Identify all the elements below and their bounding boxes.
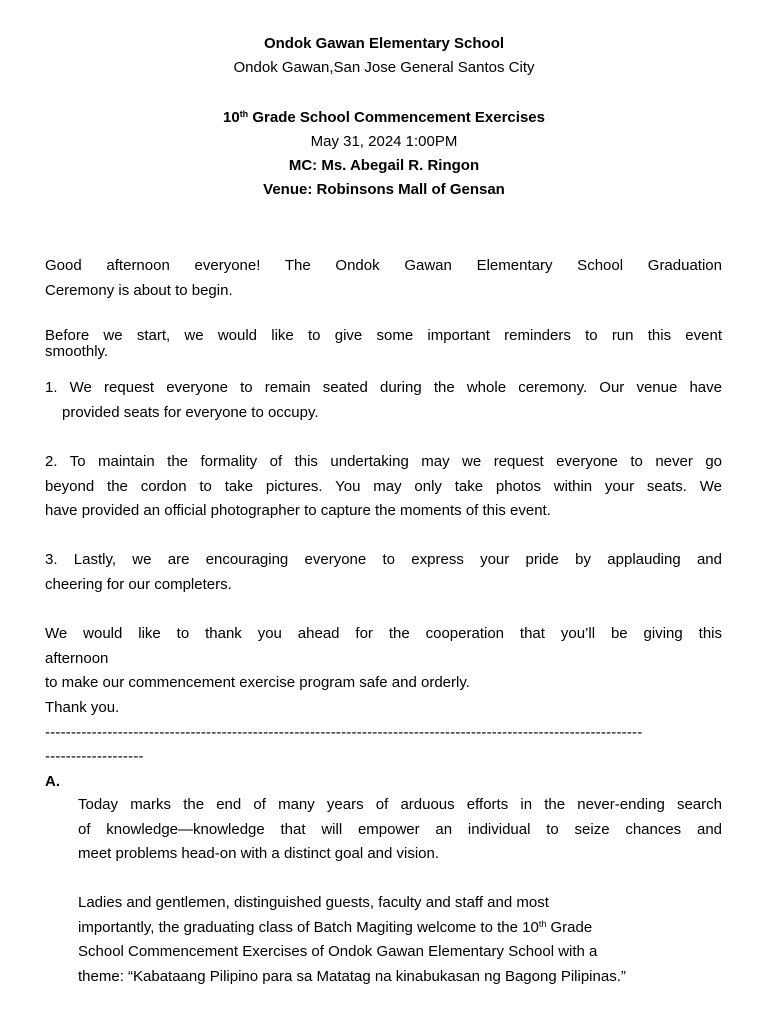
text-line: have provided an official photographer to capture the moments of this event.	[45, 502, 551, 519]
text-line: School Commencement Exercises of Ondok Gawan Elementary School with a	[78, 943, 598, 960]
reminders-intro-paragraph	[45, 328, 722, 360]
event-mc: MC: Ms. Abegail R. Ringon	[288, 157, 480, 174]
section-a-paragraph-1	[78, 793, 722, 867]
text-line: meet problems head-on with a distinct goal and vision.	[78, 845, 440, 862]
reminder-item-1	[45, 376, 722, 425]
text-line: 2. To maintain the formality of this undertaking may we request everyone to never go	[45, 453, 722, 470]
text-line	[78, 916, 722, 941]
text-line: afternoon	[45, 649, 109, 667]
text-line: Good afternoon everyone! The Ondok Gawan Elementary School Graduation	[45, 257, 722, 274]
section-a-paragraph-2	[78, 891, 722, 989]
text-line: 1. We request everyone to remain seated during the whole ceremony. Our venue have	[45, 379, 722, 396]
reminder-item-2	[45, 450, 722, 524]
section-a-label: A.	[45, 773, 60, 790]
text-line: theme: “Kabataang Pilipino para sa Matatag na kinabukasan ng Bagong Pilipinas.”	[78, 967, 626, 985]
text-run: Grade	[546, 918, 593, 936]
text-run: importantly, the graduating class of Batch Magiting welcome to the 10	[78, 918, 539, 936]
school-name: Ondok Gawan Elementary School	[263, 35, 505, 52]
text-line: of knowledge—knowledge that will empower an individual to seize chances and	[78, 820, 722, 838]
grade-superscript: th	[239, 109, 249, 119]
text-line: 3. Lastly, we are encouraging everyone to express your pride by applauding and	[45, 551, 722, 568]
event-details	[0, 106, 768, 202]
greeting-paragraph	[45, 254, 722, 303]
closing-paragraph	[45, 622, 722, 720]
text-line: Before we start, we would like to give some important reminders to run this event	[45, 327, 722, 344]
text-line: Ladies and gentlemen, distinguished guests, faculty and staff and most	[78, 894, 549, 911]
ordinal-superscript: th	[538, 918, 547, 929]
text-line: Ceremony is about to begin.	[45, 281, 233, 299]
text-line: to make our commencement exercise program safe and orderly.	[45, 674, 470, 691]
text-line: smoothly.	[45, 343, 109, 360]
text-line: provided seats for everyone to occupy.	[62, 403, 319, 421]
event-venue: Venue: Robinsons Mall of Gensan	[263, 181, 505, 198]
dashed-divider-continued: -------------------	[45, 748, 144, 765]
school-address: Ondok Gawan,San Jose General Santos City	[233, 59, 535, 76]
document-header	[0, 32, 768, 80]
dashed-divider: -------------------------------------------------------------------------------------------------------------------	[45, 724, 643, 741]
event-title-text: Grade School Commencement Exercises	[248, 109, 545, 126]
text-line: We would like to thank you ahead for the cooperation that you’ll be giving this	[45, 625, 722, 642]
text-line: beyond the cordon to take pictures. You may only take photos within your seats. We	[45, 477, 722, 495]
text-line: Today marks the end of many years of arduous efforts in the never-ending search	[78, 796, 722, 813]
grade-number: 10	[223, 109, 240, 126]
thank-you-line: Thank you.	[45, 698, 120, 716]
event-title	[0, 106, 768, 130]
event-date-time: May 31, 2024 1:00PM	[310, 133, 458, 150]
text-line: cheering for our completers.	[45, 575, 232, 593]
reminder-item-3	[45, 548, 722, 597]
